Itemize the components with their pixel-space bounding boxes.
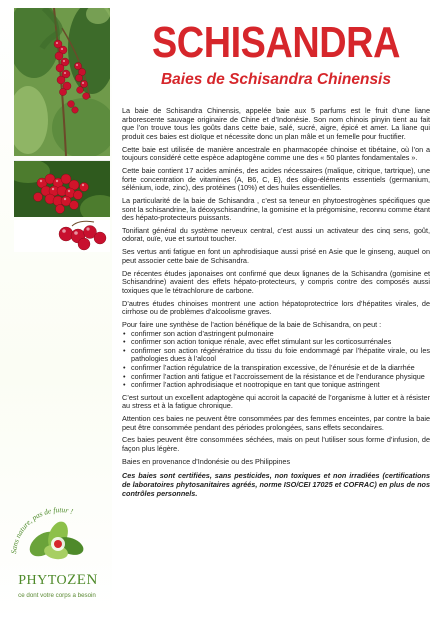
paragraph: De récentes études japonaises ont confirmé que deux lignanes de la Schisandra (gomisine et Schisandrine) avaient des effets hépato-protecteurs, y compris contre des composés aussi toxiques que le tétrachlorure de carbone.	[122, 268, 430, 295]
logo-brand-name	[6, 572, 110, 589]
logo-name-part1: PHYTO	[18, 573, 68, 588]
paragraph: La particularité de la baie de Schisandra , c’est sa teneur en phytoestrogènes spécifiques que sont la schisandrine, la déoxyschisandrine, la gomisine et la prégomisine, reconnu comme étant des hépato-protecteurs puissants.	[122, 195, 430, 223]
left-sidebar	[0, 0, 112, 620]
paragraph: Tonifiant général du système nerveux central, c’est aussi un activateur des cinq sens, goût, odorat, ouïe, vue et surtout toucher.	[122, 225, 430, 244]
logo-name-part2: ZEN	[67, 572, 98, 588]
paragraph: Ses vertus anti fatigue en font un aphrodisiaque aussi prisé en Asie que le ginseng, auquel on peut associer cette baie de Schisandra.	[122, 247, 430, 265]
list-item: • confirmer l’action régulatrice de la transpiration excessive, de l’énurésie et de la diarrhée	[122, 364, 430, 373]
benefits-list	[122, 330, 430, 390]
paragraph: Ces baies peuvent être consommées séchées, mais on peut l’utiliser sous forme d’infusion, de façon plus légère.	[122, 435, 430, 454]
list-item: • confirmer l’action aphrodisiaque et nootropique en tant que tonique astringent	[122, 381, 430, 390]
berries-on-branch-photo	[14, 8, 110, 156]
logo-arc-text: Sans nature, pas de futur !	[8, 505, 75, 555]
paragraph: Cette baie est utilisée de manière ancestrale en pharmacopée chinoise et tibétaine, où l’on a toujours considéré cette espèce adaptogène comme une des « 50 plantes fondamentales ».	[122, 144, 430, 163]
list-item: • confirmer son action d’astringent pulmonaire	[122, 330, 430, 339]
berries-cluster-photo	[14, 160, 110, 217]
list-item: • confirmer son action tonique rénale, avec effet stimulant sur les corticosurrénales	[122, 338, 430, 347]
certification-note: Ces baies sont certifiées, sans pesticides, non toxiques et non irradiées (certifications de laboratoires phytosanitaires agréés, norme ISO/CEI 17025 et COFRAC) en plus de nos contrôles personnels.	[122, 471, 430, 498]
paragraph: Attention ces baies ne peuvent être consommées par des femmes enceintes, par contre la baie peut être consommée pendant des périodes prolongées, sans effets secondaires.	[122, 414, 430, 432]
paragraph: Baies en provenance d’Indonésie ou des Philippines	[122, 456, 291, 466]
phytozen-logo	[4, 492, 108, 574]
paragraph: C’est surtout un excellent adaptogène qui accroit la capacité de l’organisme à lutter et à résister au stress et à la fatigue chronique.	[122, 392, 430, 411]
paragraph: La baie de Schisandra Chinensis, appelée baie aux 5 parfums est le fruit d’une liane arborescente sauvage originaire de Chine et d’Indonésie. Son nom chinois pinyin tient au fait que l’on trouve tous les goûts dans cette baie, salé, sucré, aigre, épicé et amer. La liane qui produit ces baies est dioïque et nécessite donc un plan mâle et un femelle pour fructifier.	[122, 106, 430, 141]
logo-tagline: ce dont votre corps a besoin	[18, 592, 96, 599]
paragraph: D’autres études chinoises montrent une action hépatoprotectrice lors d’hépatites virales, de cirrhose ou de problèmes d’alcoolisme graves.	[122, 298, 430, 317]
page-title: SCHISANDRA	[151, 18, 400, 67]
list-item: • confirmer l’action anti fatigue et l’accroissement de la résistance et de l’endurance physique	[122, 373, 430, 382]
page-subtitle: Baies de Schisandra Chinensis	[160, 71, 391, 88]
paragraph: Cette baie contient 17 acides aminés, des acides nécessaires (malique, citrique, tartrique), une forte concentration de vitamines (A, B6, C, E), des oligo-éléments essentiels (germanium, sélénium, iode, zinc), des protéines (10%) et des huiles essentielles.	[122, 165, 430, 193]
list-intro: Pour faire une synthèse de l’action bénéfique de la baie de Schisandra, on peut :	[122, 319, 382, 329]
benefits-section	[122, 321, 430, 390]
berries-closeup-photo	[14, 220, 110, 252]
list-item: • confirmer son action régénératrice du tissu du foie endommagé par l’hépatite virale, ou les pathologies dues à l’alcool	[122, 347, 430, 364]
article-body	[122, 107, 430, 502]
